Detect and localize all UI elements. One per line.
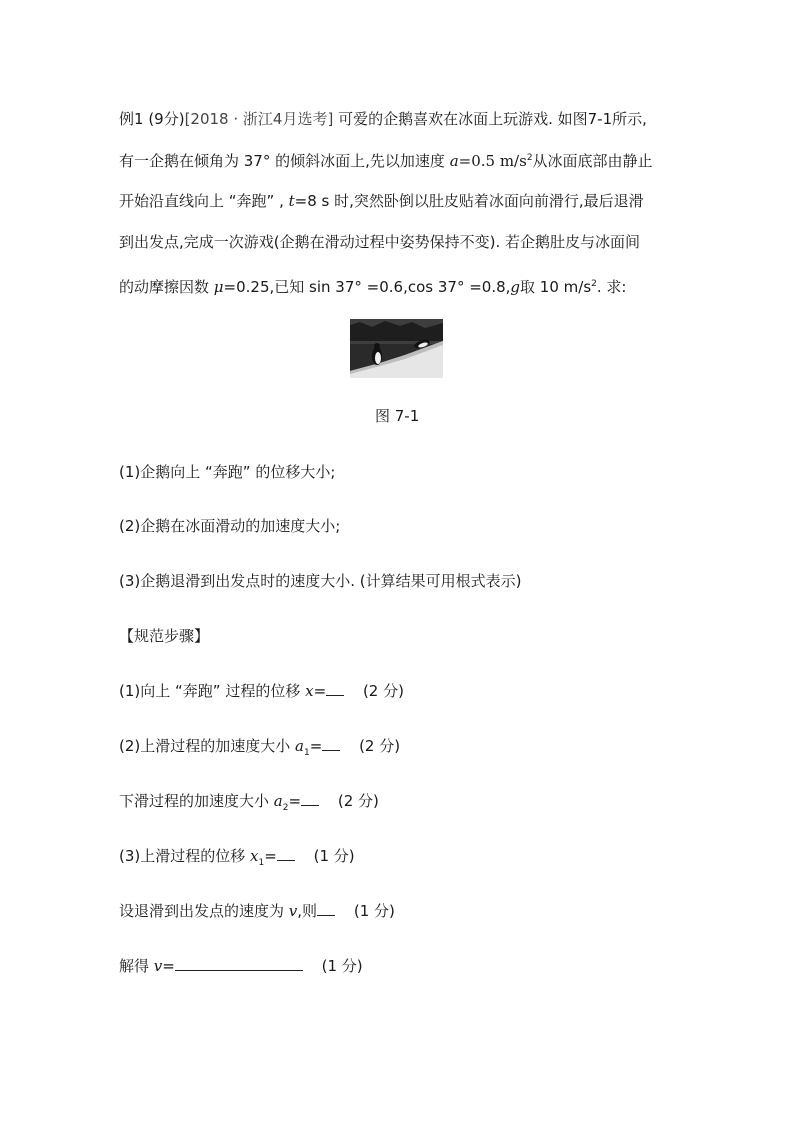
step-2-var: a [295,737,304,755]
problem-text-2a: 有一企鹅在倾角为 37° 的倾斜冰面上,先以加速度 [119,152,445,170]
step-5-mid: ,则 [297,902,318,920]
problem-line-1 [119,109,647,129]
problem-text-3b: =8 s 时,突然卧倒以肚皮贴着冰面向前滑行,最后退滑 [294,192,644,210]
figure-caption: 图 7-1 [375,407,420,425]
step-6-eq: = [162,957,175,975]
question-3: (3)企鹅退滑到出发点时的速度大小. (计算结果可用根式表示) [119,572,522,590]
step-1 [119,681,404,701]
step-6-var: v [153,957,163,975]
step-5 [119,901,395,921]
problem-text-2c: 从冰面底部由静止 [532,152,653,170]
step-1-score: (2 分) [362,682,404,700]
step-6 [119,956,363,976]
problem-text-5c: 取 10 m/s [520,278,592,296]
step-3-eq: = [288,792,302,810]
penguin-photo-svg [350,319,443,378]
problem-text-5a: 的动摩擦因数 [119,278,210,296]
var-a: a [449,152,459,170]
step-2-text: (2)上滑过程的加速度大小 [119,737,291,755]
problem-score: (9分) [148,110,185,128]
step-5-var: v [288,902,298,920]
problem-line-2 [119,148,653,171]
problem-line-5 [119,274,626,297]
var-t: t [288,192,295,210]
step-4-eq: = [264,847,277,865]
step-4-score: (1 分) [313,847,355,865]
step-4 [119,846,355,873]
answer-blank-5[interactable] [317,901,335,916]
steps-heading: 【规范步骤】 [119,627,210,645]
answer-blank-3[interactable] [301,791,319,806]
step-1-eq: = [313,682,327,700]
penguin-photo [350,319,443,378]
step-4-var: x [250,847,259,865]
problem-line-3 [119,191,644,211]
step-2-eq: = [309,737,323,755]
sup-2b: 2 [591,279,597,289]
step-3-text: 下滑过程的加速度大小 [119,792,270,810]
var-g: g [510,278,521,296]
step-2-score: (2 分) [359,737,401,755]
answer-blank-4[interactable] [277,846,295,861]
problem-text-5d: . 求: [596,278,627,296]
problem-text-5b: =0.25,已知 sin 37° =0.6,cos 37° =0.8, [223,278,511,296]
problem-text-3a: 开始沿直线向上 “奔跑” , [119,192,284,210]
problem-line-4 [119,232,640,252]
step-6-score: (1 分) [321,957,363,975]
step-6-text: 解得 [119,957,150,975]
step-2-sub: 1 [303,748,310,758]
step-5-text: 设退滑到出发点的速度为 [119,902,285,920]
problem-label: 例1 [119,110,144,128]
sup-2: 2 [526,153,533,163]
step-4-sub: 1 [258,858,265,868]
step-3 [119,791,379,818]
answer-blank-2[interactable] [322,736,340,751]
question-2: (2)企鹅在冰面滑动的加速度大小; [119,517,341,535]
step-1-text: (1)向上 “奔跑” 过程的位移 [119,682,301,700]
problem-text-1: 可爱的企鹅喜欢在冰面上玩游戏. 如图7-1所示, [338,110,647,128]
step-3-score: (2 分) [337,792,379,810]
step-1-var: x [305,682,314,700]
step-3-var: a [273,792,283,810]
var-mu: μ [213,278,224,296]
answer-blank-1[interactable] [326,681,344,696]
step-3-sub: 2 [282,803,289,813]
step-4-text: (3)上滑过程的位移 [119,847,246,865]
problem-text-4: 到出发点,完成一次游戏(企鹅在滑动过程中姿势保持不变). 若企鹅肚皮与冰面间 [119,233,641,251]
answer-blank-6[interactable] [175,956,303,971]
problem-text-2b: =0.5 m/s [458,152,527,170]
problem-source: [2018 · 浙江4月选考] [184,110,334,128]
step-2 [119,736,400,763]
step-5-score: (1 分) [353,902,395,920]
question-1: (1)企鹅向上 “奔跑” 的位移大小; [119,463,336,481]
